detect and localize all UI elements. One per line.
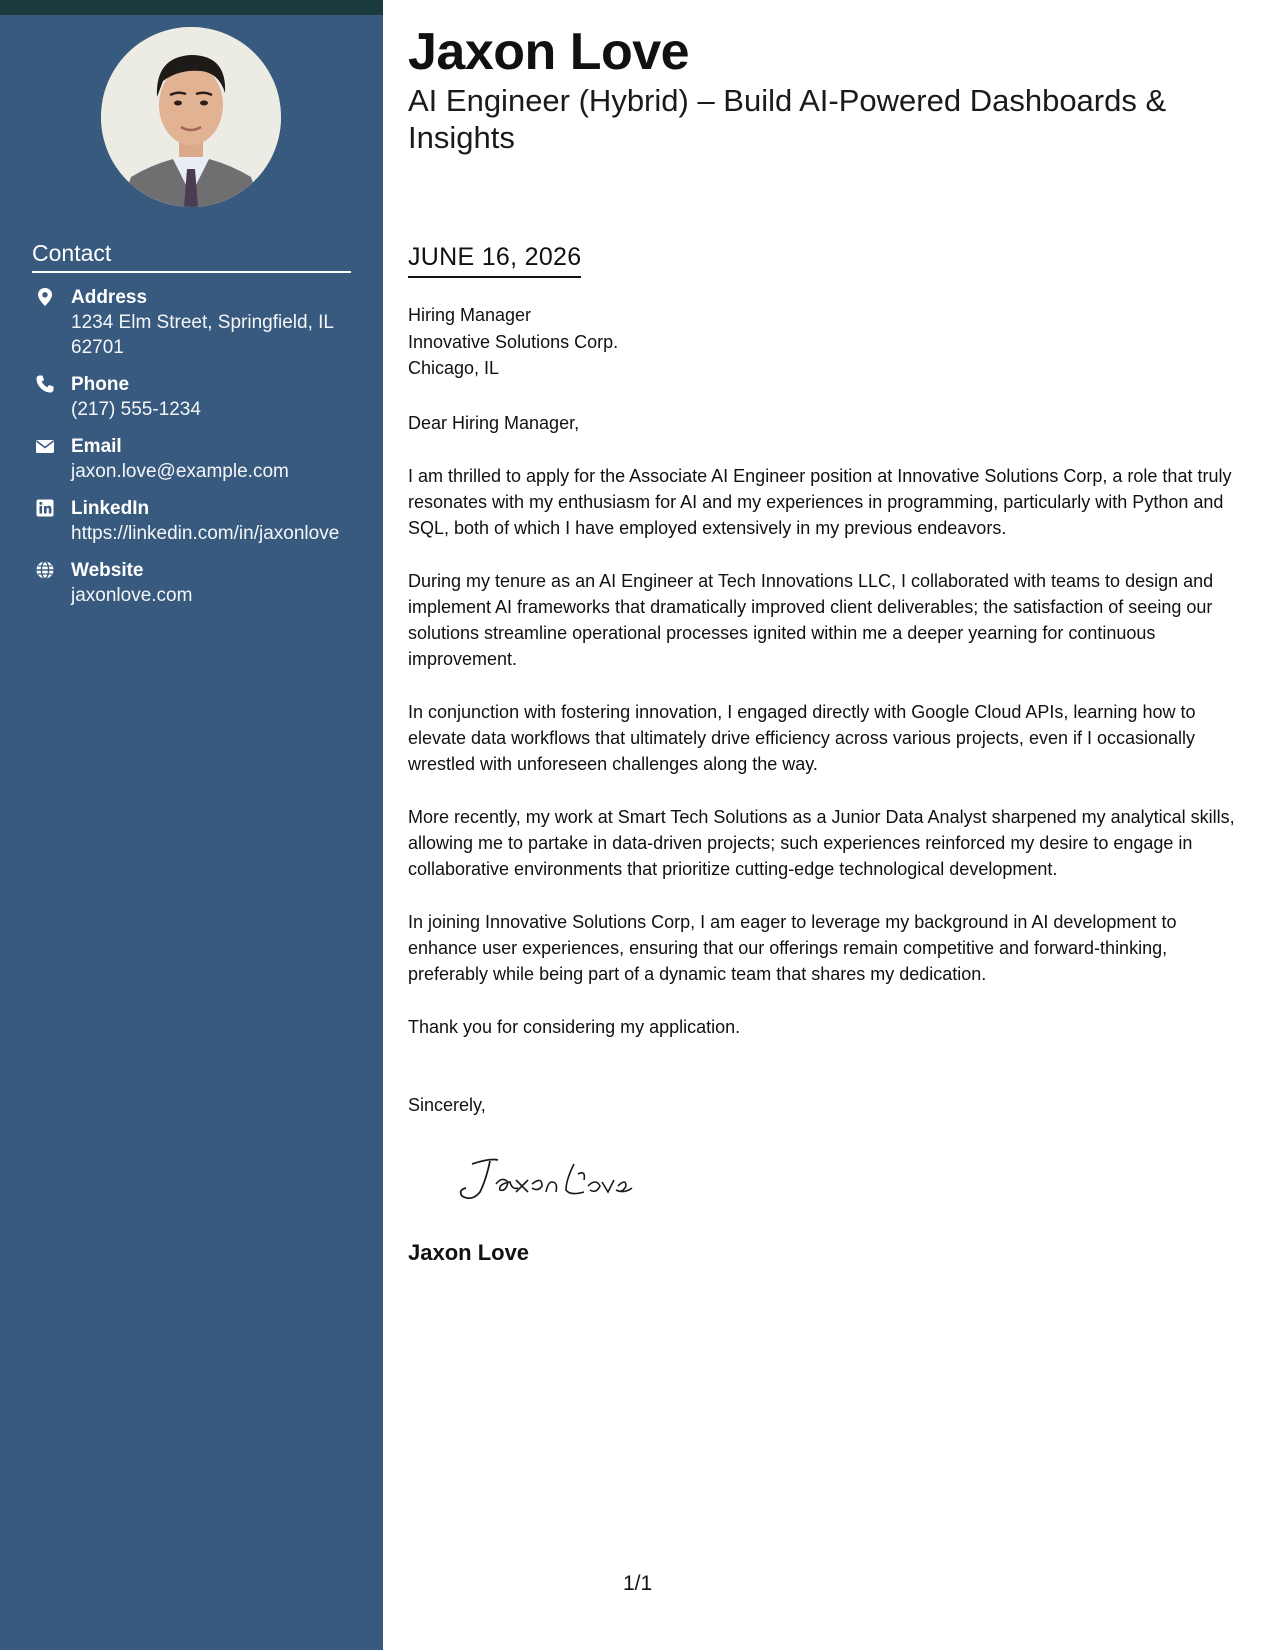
body-paragraph: More recently, my work at Smart Tech Solutions as a Junior Data Analyst sharpened my analytical skills, allowing me to partake in data-driven projects; such experiences reinforced my desire to engage in collaborative environments that prioritize cutting-edge technological development.: [408, 806, 1235, 879]
letter-date-wrap: [408, 243, 581, 278]
linkedin-link[interactable]: https://linkedin.com/in/jaxonlove: [71, 523, 340, 544]
contact-list: [32, 285, 362, 620]
envelope-icon: [35, 436, 55, 456]
applicant-name: Jaxon Love: [408, 23, 690, 81]
body-paragraph: In joining Innovative Solutions Corp, I am eager to leverage my background in AI development to enhance user experiences, ensuring that our offerings remain competitive and forward-thinking, preferably while being part of a dynamic team that shares my dedication.: [408, 911, 1177, 984]
letter-date: JUNE 16, 2026: [408, 243, 581, 278]
job-title: AI Engineer (Hybrid) – Build AI-Powered Dashboards & Insights: [408, 83, 1167, 155]
sidebar-top-bar: [0, 0, 383, 15]
contact-label: Address: [71, 287, 148, 308]
body-paragraph: Thank you for considering my application.: [408, 1016, 741, 1037]
recipient-line: Innovative Solutions Corp.: [408, 331, 619, 352]
salutation: Dear Hiring Manager,: [408, 412, 580, 433]
contact-item-address: [32, 285, 362, 360]
contact-heading: Contact: [32, 240, 351, 273]
letter-body: [408, 302, 1248, 1067]
body-paragraph: I am thrilled to apply for the Associate AI Engineer position at Innovative Solutions Corp, a role that truly resonates with my enthusiasm for AI and my experiences in programming, particularly with Python and SQL, both of which I have employed extensively in my previous endeavors.: [408, 465, 1232, 538]
phone-value: (217) 555-1234: [71, 399, 201, 420]
profile-photo: [101, 27, 281, 207]
closing: Sincerely,: [408, 1095, 486, 1115]
sidebar: [0, 15, 383, 1650]
website-link[interactable]: jaxonlove.com: [71, 585, 193, 606]
globe-icon: [35, 560, 55, 580]
recipient-line: Chicago, IL: [408, 358, 500, 378]
contact-label: Website: [71, 560, 144, 581]
body-paragraph: During my tenure as an AI Engineer at Tech Innovations LLC, I collaborated with teams to design and implement AI frameworks that dramatically improved client deliverables; the satisfaction of seeing our solutions streamline operational processes ignited within me a deeper yearning for continuous improvement.: [408, 570, 1214, 669]
contact-label: Email: [71, 436, 122, 457]
contact-item-website: [32, 558, 362, 608]
phone-icon: [35, 374, 55, 394]
recipient-block: [408, 302, 1248, 382]
contact-label: LinkedIn: [71, 498, 150, 519]
contact-item-linkedin: [32, 496, 362, 546]
linkedin-icon: [35, 498, 55, 518]
letter-header: [408, 22, 1248, 156]
address-value: 1234 Elm Street, Springfield, IL 62701: [71, 312, 334, 358]
map-pin-icon: [35, 287, 55, 307]
contact-item-phone: [32, 372, 362, 422]
handwritten-signature: [450, 1150, 640, 1210]
page-number: 1/1: [623, 1572, 653, 1595]
contact-label: Phone: [71, 374, 130, 395]
email-link[interactable]: jaxon.love@example.com: [71, 461, 289, 482]
avatar: [101, 27, 281, 207]
contact-item-email: [32, 434, 362, 484]
recipient-line: Hiring Manager: [408, 305, 532, 325]
signer-name: Jaxon Love: [408, 1240, 530, 1265]
body-paragraph: In conjunction with fostering innovation, I engaged directly with Google Cloud APIs, learning how to elevate data workflows that ultimately drive efficiency across various projects, even if I occasionally wrestled with unforeseen challenges along the way.: [408, 701, 1196, 774]
